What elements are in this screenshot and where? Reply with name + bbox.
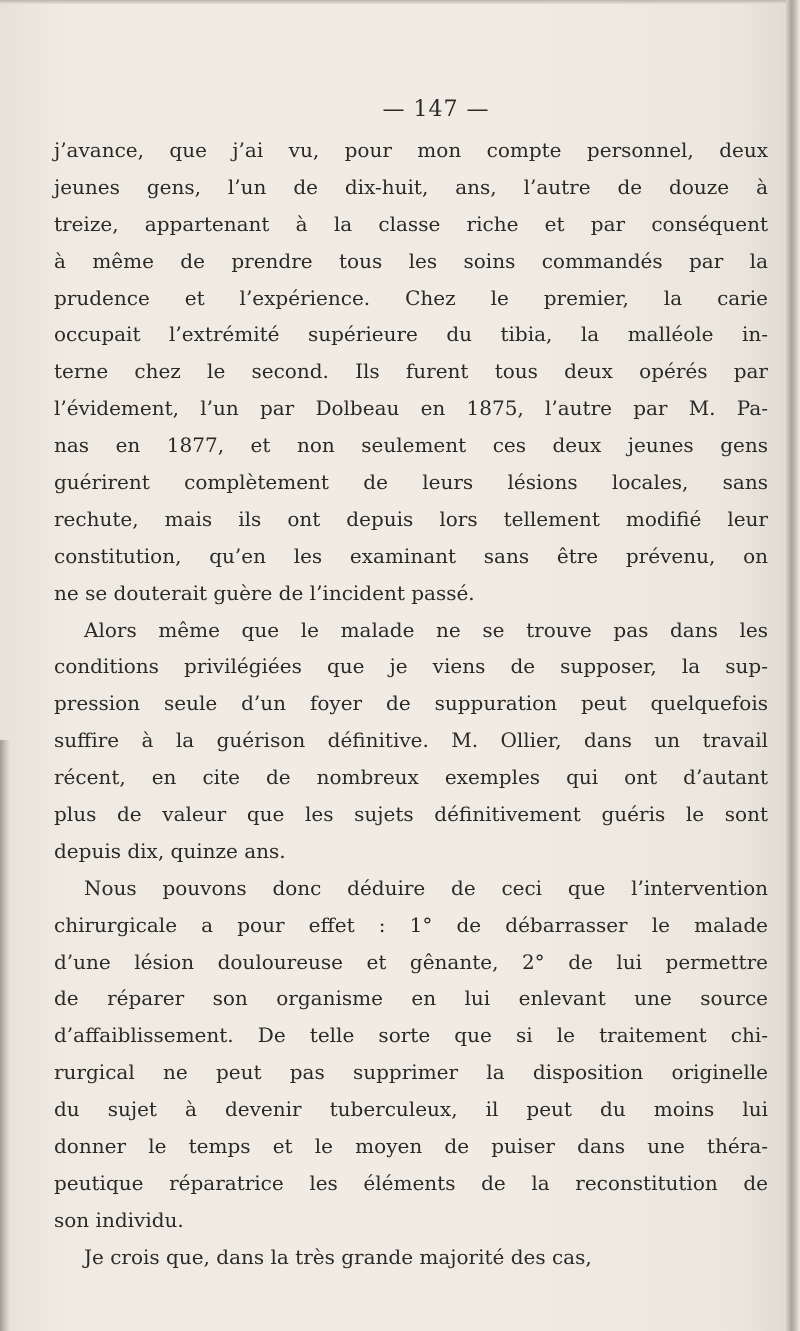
- text-line: prudence et l’expérience. Chez le premier, la carie: [54, 285, 768, 310]
- text-line: terne chez le second. Ils furent tous deux opérés par: [54, 359, 768, 384]
- text-line: depuis dix, quinze ans.: [54, 838, 286, 863]
- paragraph-4: [54, 1239, 768, 1276]
- text-line: d’affaiblissement. De telle sorte que si le traitement chi-: [54, 1023, 768, 1048]
- text-line: pression seule d’un foyer de suppuration peut quelquefois: [54, 691, 768, 716]
- text-line: suffire à la guérison définitive. M. Ollier, dans un travail: [54, 728, 768, 753]
- page-top-edge: [0, 0, 790, 4]
- text-line: conditions privilégiées que je viens de supposer, la sup-: [54, 654, 768, 679]
- page-number: — 147 —: [382, 97, 490, 122]
- paragraph-2: [54, 612, 768, 870]
- text-line: d’une lésion douloureuse et gênante, 2° de lui permettre: [54, 949, 768, 974]
- text-line: j’avance, que j’ai vu, pour mon compte personnel, deux: [54, 138, 768, 162]
- text-line: rechute, mais ils ont depuis lors tellement modifié leur: [54, 506, 768, 531]
- text-line: ne se douterait guère de l’incident passé.: [54, 580, 475, 605]
- text-line: rurgical ne peut pas supprimer la disposition originelle: [54, 1060, 768, 1085]
- text-line: du sujet à devenir tuberculeux, il peut du moins lui: [54, 1097, 768, 1122]
- text-line: nas en 1877, et non seulement ces deux jeunes gens: [54, 433, 768, 458]
- page-binding-edge: [786, 0, 800, 1331]
- text-line: Alors même que le malade ne se trouve pas dans les: [84, 617, 768, 642]
- text-line: l’évidement, l’un par Dolbeau en 1875, l’autre par M. Pa-: [54, 396, 768, 421]
- text-line: son individu.: [54, 1207, 184, 1232]
- text-line: peutique réparatrice les éléments de la reconstitution de: [54, 1170, 768, 1195]
- text-line: de réparer son organisme en lui enlevant une source: [54, 986, 768, 1011]
- text-line: Nous pouvons donc déduire de ceci que l’intervention: [84, 875, 768, 900]
- text-line: guérirent complètement de leurs lésions locales, sans: [54, 470, 768, 495]
- text-line: jeunes gens, l’un de dix-huit, ans, l’autre de douze à: [54, 174, 768, 199]
- text-line: constitution, qu’en les examinant sans être prévenu, on: [54, 543, 768, 568]
- text-line: treize, appartenant à la classe riche et par conséquent: [54, 211, 768, 236]
- text-line: occupait l’extrémité supérieure du tibia, la malléole in-: [54, 322, 768, 347]
- text-line: plus de valeur que les sujets définitivement guéris le sont: [54, 802, 768, 827]
- text-block: [54, 92, 768, 1276]
- text-line: donner le temps et le moyen de puiser dans une théra-: [54, 1134, 768, 1159]
- text-line: à même de prendre tous les soins commandés par la: [54, 248, 768, 273]
- paragraph-1: [54, 132, 768, 612]
- paragraph-3: [54, 870, 768, 1239]
- text-line: chirurgicale a pour effet : 1° de débarrasser le malade: [54, 912, 768, 937]
- text-line: récent, en cite de nombreux exemples qui ont d’autant: [54, 765, 768, 790]
- page-left-edge-shadow: [0, 740, 10, 1331]
- text-line: Je crois que, dans la très grande majorité des cas,: [84, 1244, 592, 1269]
